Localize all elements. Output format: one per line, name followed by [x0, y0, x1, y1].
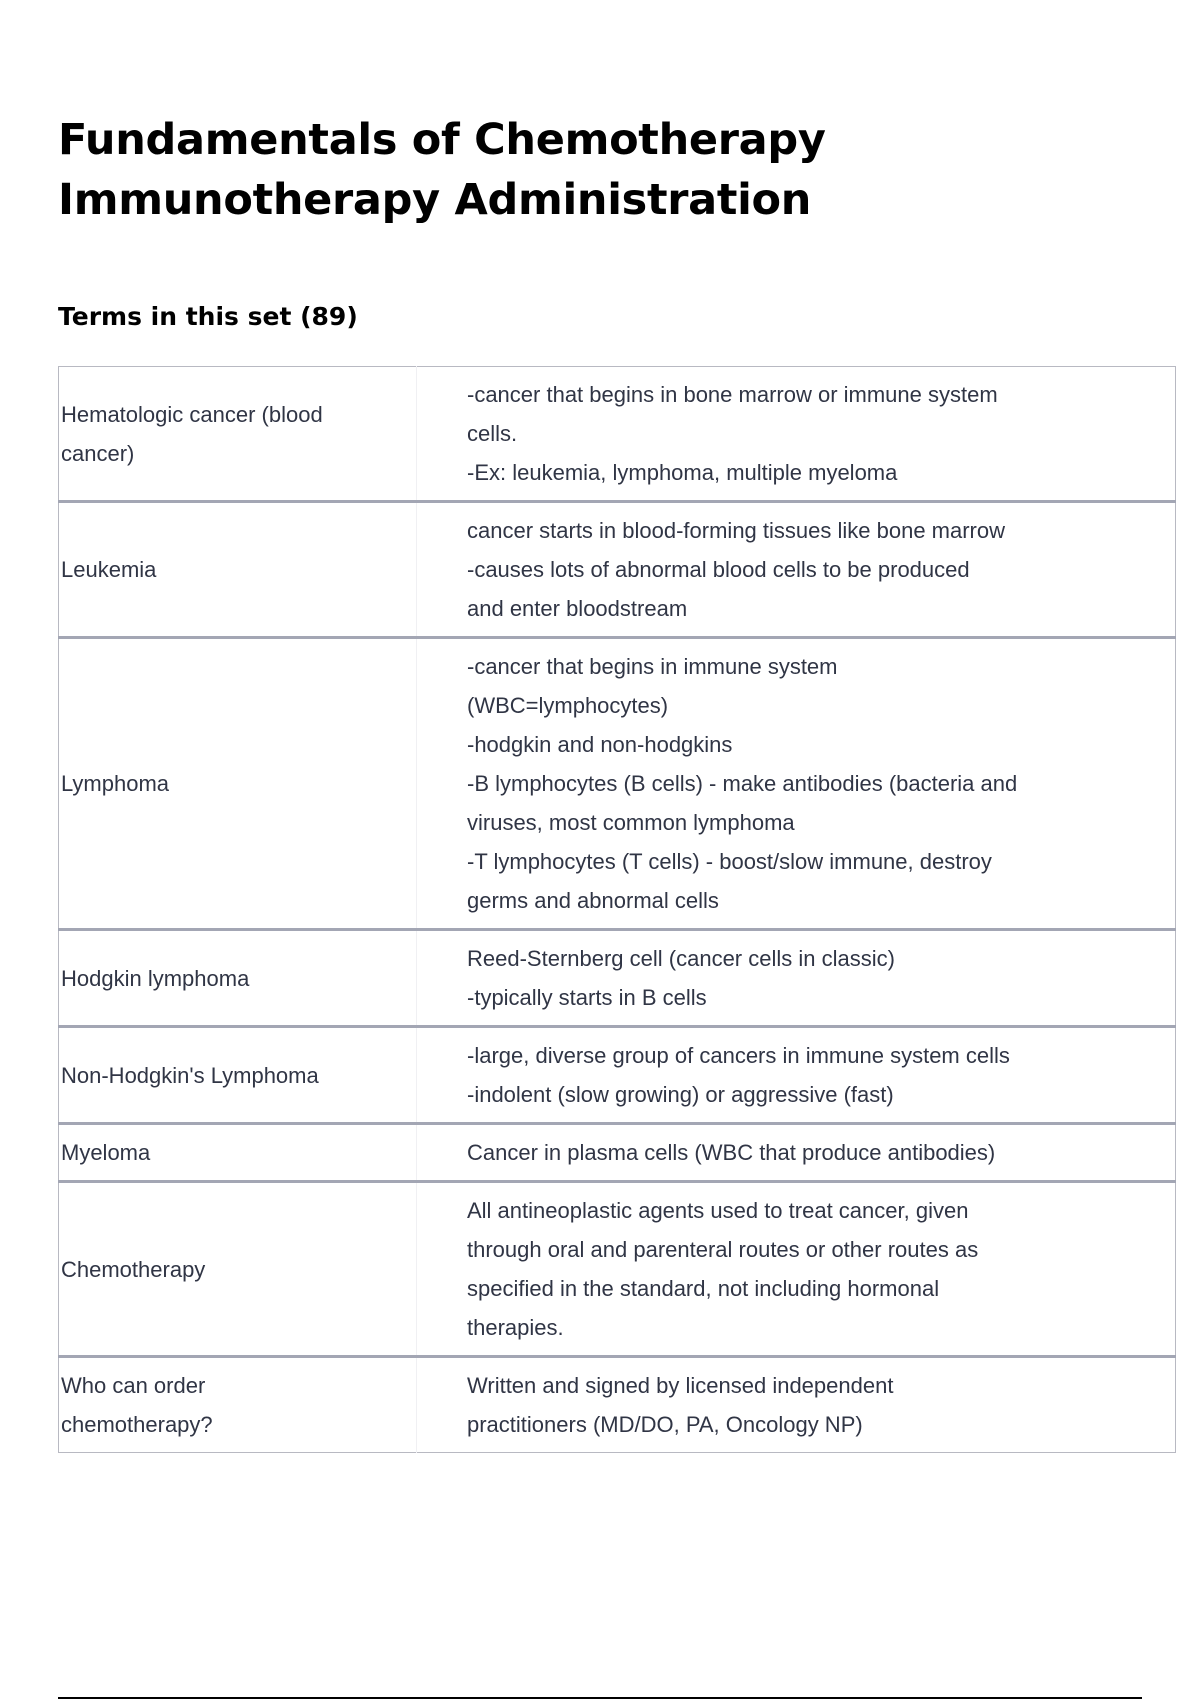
term-cell: Myeloma: [59, 1124, 417, 1182]
definition-cell: Cancer in plasma cells (WBC that produce antibodies): [467, 1140, 996, 1165]
table-row: [59, 930, 1176, 1027]
table-row: [59, 1027, 1176, 1124]
table-row: [59, 502, 1176, 638]
table-row: [59, 638, 1176, 930]
definition-cell: Written and signed by licensed independent practitioners (MD/DO, PA, Oncology NP): [467, 1373, 894, 1437]
definition-cell: Reed-Sternberg cell (cancer cells in classic) -typically starts in B cells: [467, 946, 895, 1010]
term-cell: Chemotherapy: [59, 1182, 417, 1357]
terms-count-heading: Terms in this set (89): [58, 302, 358, 331]
table-row: [59, 1124, 1176, 1182]
terms-table: [58, 366, 1176, 1453]
term-cell: Who can order chemotherapy?: [59, 1357, 417, 1453]
definition-cell: -cancer that begins in bone marrow or immune system cells. -Ex: leukemia, lymphoma, multiple myeloma: [467, 382, 998, 485]
definition-cell: -cancer that begins in immune system (WBC=lymphocytes) -hodgkin and non-hodgkins -B lymphocytes (B cells) - make antibodies (bacteria and viruses, most common lymphoma -T lymphocytes (T cells) - boost/slow immune, destroy germs and abnormal cells: [467, 654, 1018, 913]
term-cell: Hodgkin lymphoma: [59, 930, 417, 1027]
definition-cell: -large, diverse group of cancers in immune system cells -indolent (slow growing) or aggressive (fast): [467, 1043, 1010, 1107]
table-row: [59, 1357, 1176, 1453]
table-row: [59, 367, 1176, 502]
term-cell: Leukemia: [59, 502, 417, 638]
bottom-divider: [58, 1697, 1142, 1699]
term-cell: Lymphoma: [59, 638, 417, 930]
definition-cell: cancer starts in blood-forming tissues like bone marrow -causes lots of abnormal blood cells to be produced and enter bloodstream: [467, 518, 1006, 621]
definition-cell: All antineoplastic agents used to treat cancer, given through oral and parenteral routes or other routes as specified in the standard, not including hormonal therapies.: [467, 1198, 979, 1340]
term-cell: Hematologic cancer (blood cancer): [59, 367, 417, 502]
page-title: Fundamentals of Chemotherapy Immunotherapy Administration: [58, 115, 826, 225]
term-cell: Non-Hodgkin's Lymphoma: [59, 1027, 417, 1124]
table-row: [59, 1182, 1176, 1357]
